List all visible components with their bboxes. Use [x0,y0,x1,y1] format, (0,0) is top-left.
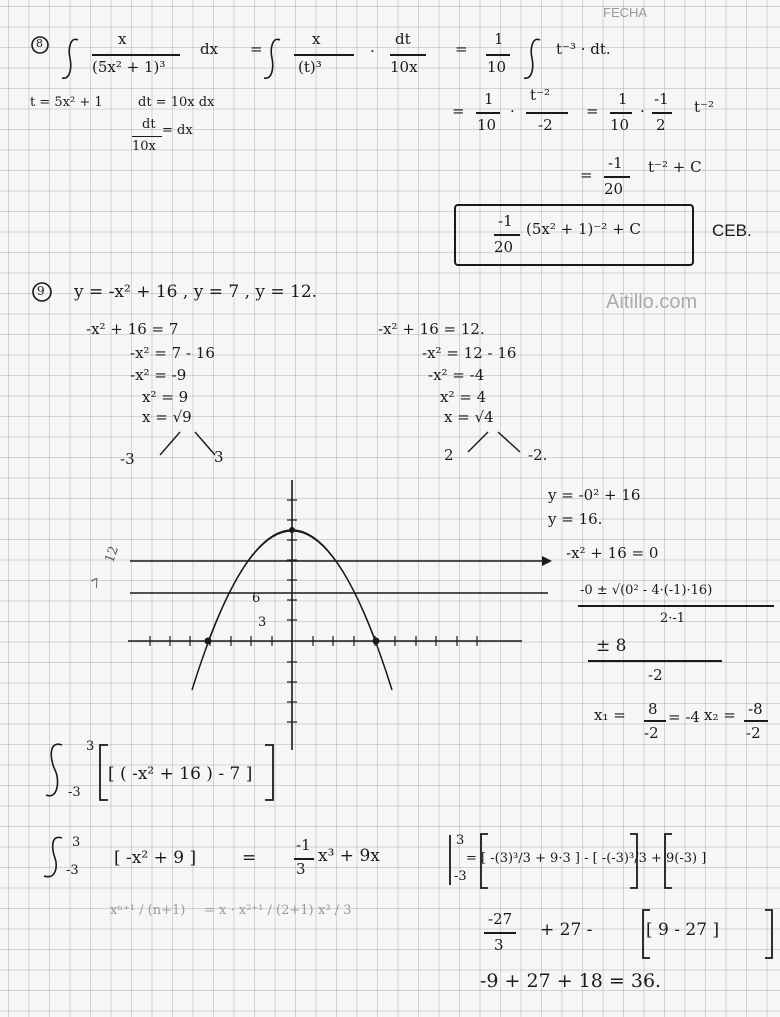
step-a-num: -27 [488,910,513,928]
step-a-den: 3 [494,936,504,954]
l2-b-num: t⁻² [530,86,550,104]
arrow-right-root-9 [195,432,215,455]
dot-3: · [640,102,645,120]
l3-den: 20 [604,180,624,198]
frac4-bar [486,54,510,56]
graph-label-3: 3 [258,615,267,630]
pm-bar [588,660,722,662]
equals-3: = [452,102,465,120]
equals-2: = [455,40,468,58]
right-step-2: -x² = 12 - 16 [422,344,517,362]
left-step-3: -x² = -9 [130,366,187,384]
integral-8c-sign [524,39,540,78]
l2-c-den: 10 [610,116,630,134]
root-point-right [373,638,380,645]
left-step-4: x² = 9 [142,388,189,406]
int2-eval-upper: 3 [456,833,465,848]
substitution-dt2-num: dt [142,117,156,132]
pm-numerator: ± 8 [596,636,627,656]
power-rule-1: xⁿ⁺¹ / (n+1) [110,903,186,918]
frac1-bar [92,54,180,56]
frac1-numerator: x [118,30,127,48]
x1-num: 8 [648,700,658,718]
final-result: -9 + 27 + 18 = 36. [480,970,662,992]
step-a-bar [484,932,516,934]
vertex-line-1: y = -0² + 16 [548,486,641,504]
arrow-left-root-4 [468,432,488,452]
l2-b-bar [526,112,568,114]
root-point-left [205,638,212,645]
step-a-bracket: [ 9 - 27 ] [646,920,720,940]
watermark: Aitillo.com [606,291,698,313]
right-step-4: x² = 4 [440,388,487,406]
x1-bar [644,720,666,722]
quadratic-numerator: -0 ± √(0² - 4·(-1)·16) [580,583,713,598]
line-y-12-arrowhead [542,556,552,566]
substitution-t: t = 5x² + 1 [30,95,103,110]
frac2-numerator: x [312,30,321,48]
frac2-bar [294,54,354,56]
pm-denominator: -2 [648,666,663,684]
l2-a-bar [476,112,500,114]
quadratic-denominator: 2·-1 [660,611,686,626]
integral-2-sign [44,837,62,876]
boxed-bar [494,234,520,236]
step-a-rest: + 27 - [540,920,593,940]
int2-lower: -3 [66,863,79,878]
l2-d-bar [652,112,672,114]
integral-8a-sign [62,39,78,78]
x2-bar [744,720,768,722]
int2-upper: 3 [72,835,81,850]
boxed-rest: (5x² + 1)⁻² + C [526,220,641,238]
l2-a-den: 10 [477,116,497,134]
l2-c-num: 1 [618,90,628,108]
l3-t: t⁻² + C [648,158,702,176]
int2-evaluation: = [ -(3)³/3 + 9·3 ] - [ -(-3)³/3 + 9(-3) ] [466,851,707,866]
l2-c-bar [610,112,632,114]
fecha-label: FECHA [603,5,648,20]
equals-4: = [586,102,599,120]
right-step-5: x = √4 [444,408,494,426]
quadratic-bar [578,605,774,607]
l3-num: -1 [608,154,623,172]
l2-a-num: 1 [484,90,494,108]
frac3-numerator: dt [395,30,411,48]
right-step-3: -x² = -4 [428,366,485,384]
substitution-dt2-den: 10x [132,139,156,154]
integral-1-bracket-left [100,745,108,800]
substitution-dt: dt = 10x dx [138,95,215,110]
right-root-neg: -2. [528,446,548,464]
int1-lower: -3 [68,785,81,800]
x2-den: -2 [746,724,761,742]
l2-b-den: -2 [538,116,553,134]
graph-label-12: 12 [102,544,123,565]
arrow-left-root-9 [160,432,180,455]
frac4-denominator: 10 [487,58,507,76]
power-rule-2: = x · x²⁺¹ / (2+1) [204,903,314,918]
t-power-dt: t⁻³ · dt. [556,40,611,58]
integral-1-bracket-right [265,745,273,800]
power-rule-3: x³ / 3 [318,903,352,918]
l2-t: t⁻² [694,98,714,116]
int1-body: [ ( -x² + 16 ) - 7 ] [108,764,253,784]
left-step-5: x = √9 [142,408,192,426]
frac3-denominator: 10x [390,58,418,76]
boxed-num: -1 [498,212,513,230]
integral-8b-sign [264,39,280,78]
int1-upper: 3 [86,739,95,754]
l2-d-num: -1 [654,90,669,108]
frac3-bar [390,54,426,56]
equals-1: = [250,40,263,58]
problem-9-number: 9 [37,284,45,298]
ceb-label: CEB. [712,221,752,240]
int2-anti-den: 3 [296,860,306,878]
l3-bar [604,176,630,178]
int2-anti-num: -1 [296,836,311,854]
left-root-pos: 3 [214,448,224,466]
int2-body: [ -x² + 9 ] [114,848,197,868]
frac2-denominator: (t)³ [298,58,322,76]
frac1-denominator: (5x² + 1)³ [92,58,166,76]
left-step-2: -x² = 7 - 16 [130,344,215,362]
frac4-numerator: 1 [494,30,504,48]
problem-9-statement: y = -x² + 16 , y = 7 , y = 12. [74,282,318,302]
int2-eval-lower: -3 [454,869,467,884]
substitution-dt2-bar [132,136,162,137]
int2-anti-rest: x³ + 9x [318,846,380,866]
x1-value: = -4 [668,708,700,726]
step-bracket-right [765,910,772,958]
graph-label-7: 7 [89,576,103,593]
vertex-point [289,527,295,533]
substitution-dt2-rest: = dx [162,123,193,138]
problem-8-number: 8 [36,37,43,50]
right-step-1: -x² + 16 = 12. [378,320,485,338]
graph-label-6: 6 [252,591,261,606]
arrow-right-root-4 [498,432,520,452]
equals-5: = [580,166,593,184]
left-root-neg: -3 [120,450,135,468]
right-root-pos: 2 [444,446,454,464]
roots-equation: -x² + 16 = 0 [566,544,659,562]
x1-label: x₁ = [594,706,626,724]
left-step-1: -x² + 16 = 7 [86,320,179,338]
dot-1: · [370,42,375,60]
x2-label: x₂ = [704,706,736,724]
vertex-line-2: y = 16. [548,510,603,528]
dot-2: · [510,102,515,120]
int2-equals: = [242,848,257,868]
boxed-den: 20 [494,238,514,256]
x2-num: -8 [748,700,763,718]
l2-d-den: 2 [656,116,666,134]
integral-1-sign [46,744,62,796]
dx-label: dx [200,40,219,58]
x1-den: -2 [644,724,659,742]
